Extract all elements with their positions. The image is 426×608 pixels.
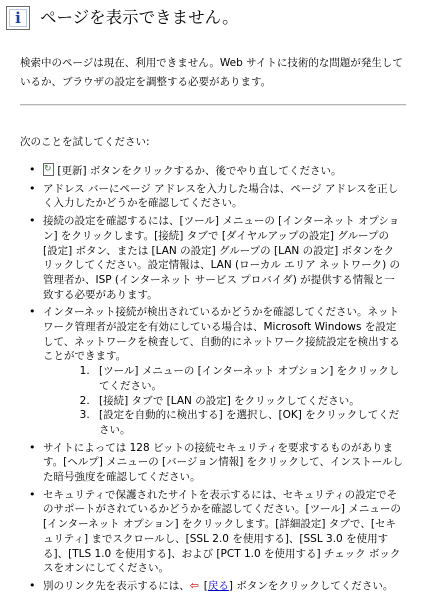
- divider: [20, 104, 406, 106]
- address-text: アドレス バーにページ アドレスを入力した場合は、ページ アドレスを正しく入力したかどうかを確認してください。: [43, 182, 399, 210]
- info-icon: i: [6, 6, 30, 30]
- connection-text: 接続の設定を確認するには、[ツール] メニューの [インターネット オプション] をクリックします。[接続] タブで [ダイヤルアップの設定] グループの [設定] ボタン、または [LAN の設定] グループの [LAN の設定] ボタンをクリックしてください。設定情報は、LAN (ローカル エリア ネットワーク) の管理者か、ISP (インターネット サービス プロバイダ) が提供する情報と一致する必要があります。: [43, 215, 401, 301]
- page-header: [6, 4, 239, 32]
- page-title: ページを表示できません。: [40, 8, 239, 27]
- list-item-ssl: [32, 488, 404, 576]
- try-heading: 次のことを試してください:: [20, 136, 150, 148]
- security128-text: サイトによっては 128 ビットの接続セキュリティを要求するものがあります。[ヘルプ] メニューの [バージョン情報] をクリックして、インストールした暗号強度を確認してください。: [43, 441, 403, 484]
- list-item-address: [32, 182, 404, 211]
- detect-step: 2. [接続] タブで [LAN の設定] をクリックしてください。: [93, 394, 404, 409]
- refresh-icon: [43, 163, 54, 176]
- ssl-text: セキュリティで保護されたサイトを表示するには、セキュリティの設定でそのサポートがされているかどうかを確認してください。[ツール] メニューの [インターネット オプション] をクリックします。[詳細設定] タブで、[セキュリティ] までスクロールし、[SSL 2.0 を使用する]、[SSL 3.0 を使用する]、[TLS 1.0 を使用する]、および [PCT 1.0 を使用する] チェック ボックスをオンにしてください。: [43, 488, 401, 575]
- refresh-text: [更新] ボタンをクリックするか、後でやり直してください。: [57, 165, 342, 177]
- detect-step: 1. [ツール] メニューの [インターネット オプション] をクリックしてください。: [93, 364, 404, 393]
- intro-text: 検索中のページは現在、利用できません。Web サイトに技術的な問題が発生しているか、ブラウザの設定を調整する必要があります。: [20, 57, 403, 88]
- suggestion-list: [32, 163, 404, 597]
- list-item-refresh: [32, 163, 404, 179]
- list-item-security128: [32, 441, 404, 485]
- list-item-back: • 別のリンク先を表示するには、⇦ [戻る] ボタンをクリックしてください。: [32, 579, 404, 594]
- back-arrow-icon[interactable]: ⇦: [189, 578, 200, 592]
- list-item-connection: [32, 214, 404, 302]
- detect-steps: [43, 364, 404, 438]
- back-suffix: ボタンをクリックしてください。: [233, 579, 394, 592]
- detect-step: 3. [設定を自動的に検出する] を選択し、[OK] をクリックしてください。: [93, 408, 404, 437]
- back-prefix: 別のリンク先を表示するには、: [43, 579, 190, 592]
- list-item-detect: [32, 305, 404, 437]
- detect-text: インターネット接続が検出されているかどうかを確認してください。ネットワーク管理者が設定を有効にしている場合は、Microsoft Windows を設定して、ネットワークを検査して、自動的にネットワーク接続設定を検出することができます。: [43, 306, 400, 363]
- back-link[interactable]: 戻る: [207, 579, 229, 592]
